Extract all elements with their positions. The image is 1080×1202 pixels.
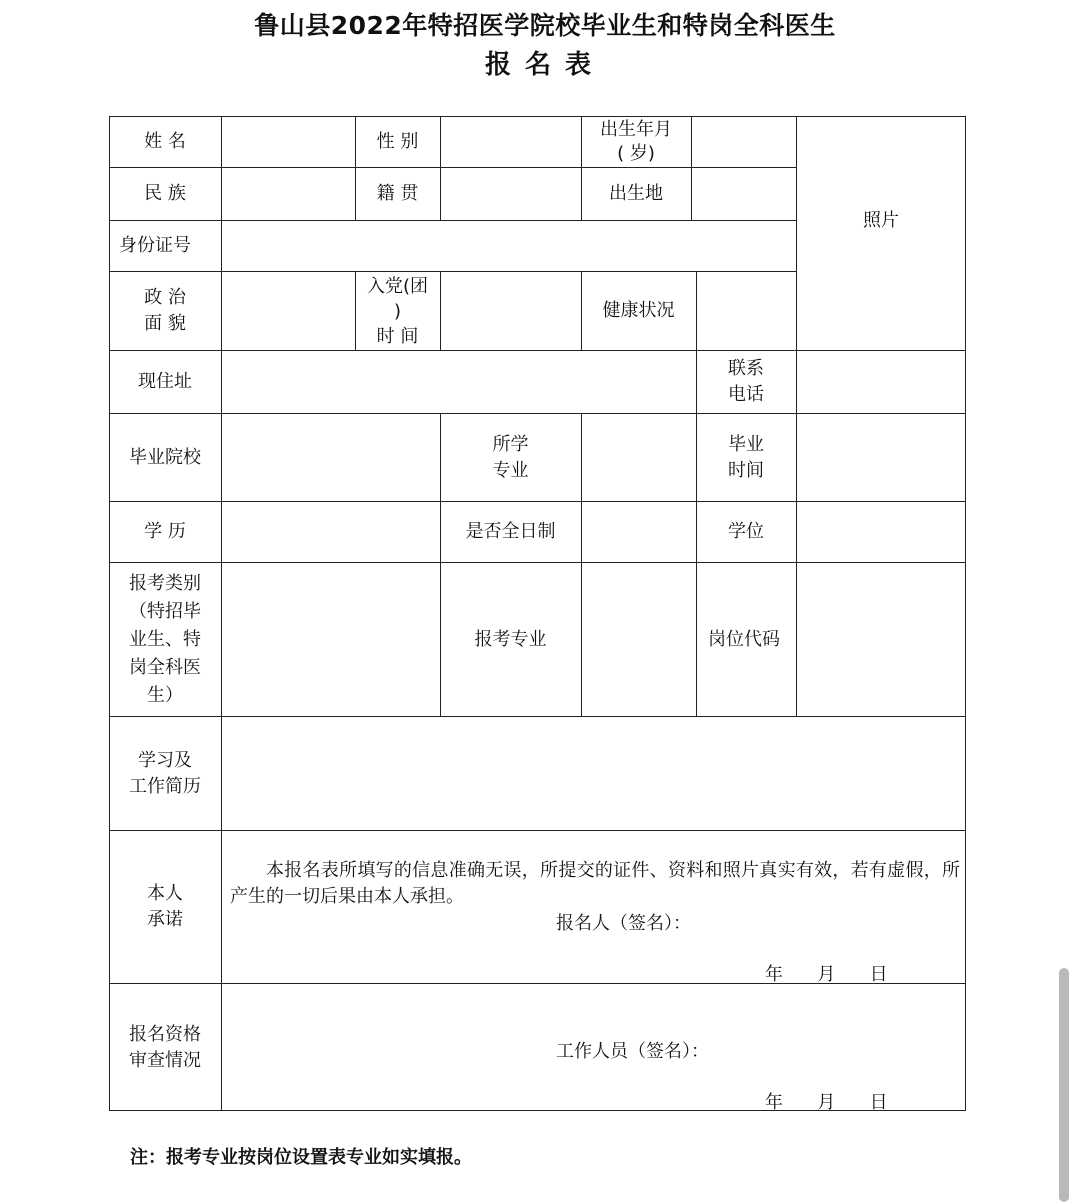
degree-label: 学位 xyxy=(728,521,764,542)
applicant-signature-label: 报名人（签名）： xyxy=(556,913,691,934)
party-join-time-field[interactable] xyxy=(441,272,581,350)
post-code-label: 岗位代码 xyxy=(708,628,780,650)
school-field[interactable] xyxy=(222,414,440,501)
applicant-date-line: 年 月 日 xyxy=(765,964,888,985)
post-code-field[interactable] xyxy=(797,563,965,716)
gender-label: 性 别 xyxy=(376,130,419,152)
address-field[interactable] xyxy=(222,351,696,413)
row-line xyxy=(109,830,966,831)
resume-field[interactable] xyxy=(222,717,965,830)
education-field[interactable] xyxy=(222,502,440,562)
name-field[interactable] xyxy=(222,116,355,167)
resume-label: 学习及 工作简历 xyxy=(129,749,201,797)
fulltime-field[interactable] xyxy=(582,502,696,562)
application-category-label: 报考类别 （特招毕 业生、特 岗全科医 生） xyxy=(129,572,201,706)
graduation-time-field[interactable] xyxy=(797,414,965,501)
gender-field[interactable] xyxy=(441,116,581,167)
id-number-field[interactable] xyxy=(222,221,796,271)
pledge-label: 本人 承诺 xyxy=(147,883,183,930)
political-status-field[interactable] xyxy=(222,272,355,350)
document-title: 鲁山县2022年特招医学院校毕业生和特岗全科医生 xyxy=(254,11,836,40)
major-label: 所学 专业 xyxy=(492,433,529,481)
address-label: 现住址 xyxy=(138,371,192,392)
apply-major-field[interactable] xyxy=(582,563,696,716)
document-subtitle: 报名表 xyxy=(484,50,605,80)
name-label: 姓 名 xyxy=(144,130,186,152)
native-place-field[interactable] xyxy=(441,168,581,220)
birth-date-field[interactable] xyxy=(692,116,796,167)
major-field[interactable] xyxy=(582,414,696,501)
health-status-label: 健康状况 xyxy=(602,300,675,321)
fulltime-label: 是否全日制 xyxy=(465,521,556,542)
ethnicity-label: 民 族 xyxy=(144,183,186,204)
phone-label: 联系 电话 xyxy=(728,358,764,405)
footer-note: 注：报考专业按岗位设置表专业如实填报。 xyxy=(130,1147,472,1168)
birthplace-field[interactable] xyxy=(692,168,796,220)
birth-date-label: 出生年月 ( 岁) xyxy=(600,118,672,164)
review-date-line: 年 月 日 xyxy=(765,1092,888,1113)
pledge-text: 本报名表所填写的信息准确无误，所提交的证件、资料和照片真实有效，若有虚假，所产生的一切后果由本人承担。 xyxy=(230,860,960,907)
application-category-field[interactable] xyxy=(222,563,440,716)
school-label: 毕业院校 xyxy=(129,446,201,468)
party-join-time-label: 入党(团 ) 时 间 xyxy=(366,275,429,347)
apply-major-label: 报考专业 xyxy=(474,628,547,650)
political-status-label: 政 治 面 貌 xyxy=(144,287,186,334)
review-label: 报名资格 审查情况 xyxy=(129,1023,201,1071)
native-place-label: 籍 贯 xyxy=(376,183,419,204)
id-number-label: 身份证号 xyxy=(119,235,191,256)
birthplace-label: 出生地 xyxy=(609,183,663,204)
degree-field[interactable] xyxy=(797,502,965,562)
ethnicity-field[interactable] xyxy=(222,168,355,220)
photo-label: 照片 xyxy=(863,210,899,231)
education-label: 学 历 xyxy=(144,521,186,542)
staff-signature-label: 工作人员（签名）： xyxy=(556,1041,709,1062)
health-status-field[interactable] xyxy=(697,272,796,350)
graduation-time-label: 毕业 时间 xyxy=(728,433,764,481)
phone-field[interactable] xyxy=(797,351,965,413)
vertical-scrollbar[interactable] xyxy=(1059,968,1069,1202)
